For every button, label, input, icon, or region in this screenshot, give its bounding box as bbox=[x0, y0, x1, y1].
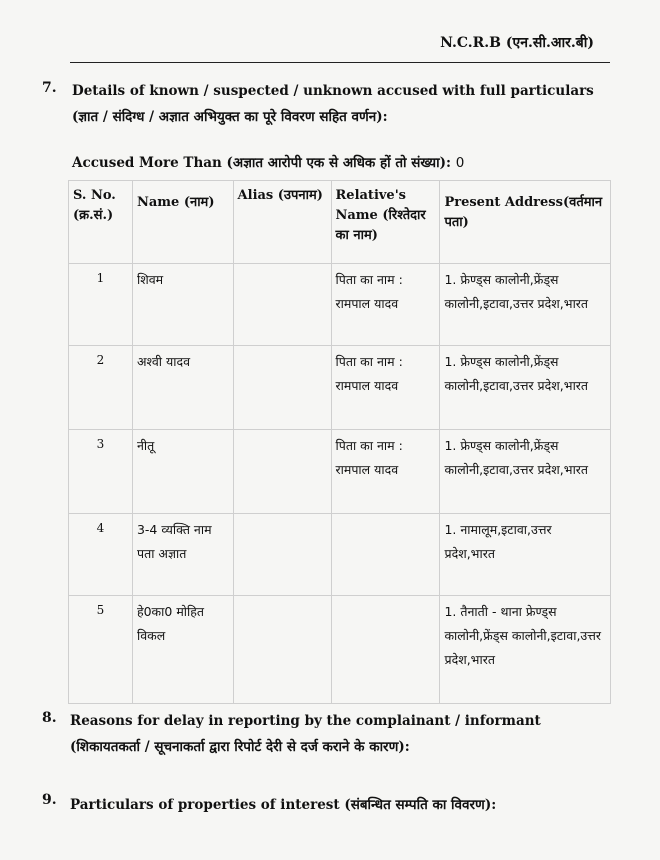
table-row bbox=[69, 346, 611, 430]
table-row bbox=[69, 430, 611, 514]
col-address-header: Present Address(वर्तमान पता) bbox=[440, 181, 611, 264]
cell-address: 1. तैनाती - थाना फ्रेण्ड्स कालोनी,फ्रेंड्स कालोनी,इटावा,उत्तर प्रदेश,भारत bbox=[440, 596, 611, 704]
section-9-number: 9. bbox=[42, 792, 57, 808]
cell-alias bbox=[233, 430, 331, 514]
cell-alias bbox=[233, 514, 331, 596]
cell-address: 1. फ्रेण्ड्स कालोनी,फ्रेंड्स कालोनी,इटावा,उत्तर प्रदेश,भारत bbox=[440, 430, 611, 514]
col-name-header: Name (नाम) bbox=[132, 181, 233, 264]
cell-name: शिवम bbox=[132, 264, 233, 346]
section-7-title: Details of known / suspected / unknown accused with full particulars (ज्ञात / संदिग्ध / अज्ञात अभियुक्त का पूरे विवरण सहित वर्णन): bbox=[72, 83, 594, 125]
table-row bbox=[69, 596, 611, 704]
cell-name: 3-4 व्यक्ति नाम पता अज्ञात bbox=[132, 514, 233, 596]
col-sno-header: S. No. (क्र.सं.) bbox=[69, 181, 133, 264]
cell-address: 1. नामालूम,इटावा,उत्तर प्रदेश,भारत bbox=[440, 514, 611, 596]
cell-address: 1. फ्रेण्ड्स कालोनी,फ्रेंड्स कालोनी,इटावा,उत्तर प्रदेश,भारत bbox=[440, 346, 611, 430]
col-alias-header: Alias (उपनाम) bbox=[233, 181, 331, 264]
cell-relative: पिता का नाम : रामपाल यादव bbox=[331, 430, 440, 514]
cell-name: हे0का0 मोहित विकल bbox=[132, 596, 233, 704]
table-row bbox=[69, 264, 611, 346]
table-header-row bbox=[69, 181, 611, 264]
header-rule bbox=[70, 62, 610, 63]
cell-alias bbox=[233, 596, 331, 704]
cell-relative: पिता का नाम : रामपाल यादव bbox=[331, 346, 440, 430]
cell-address: 1. फ्रेण्ड्स कालोनी,फ्रेंड्स कालोनी,इटावा,उत्तर प्रदेश,भारत bbox=[440, 264, 611, 346]
cell-alias bbox=[233, 346, 331, 430]
ncrb-header: N.C.R.B (एन.सी.आर.बी) bbox=[440, 35, 594, 51]
accused-more-label: Accused More Than (अज्ञात आरोपी एक से अधिक हों तो संख्या): bbox=[72, 155, 451, 171]
cell-name: अश्वी यादव bbox=[132, 346, 233, 430]
section-8-title: Reasons for delay in reporting by the complainant / informant (शिकायतकर्ता / सूचनाकर्ता द्वारा रिपोर्ट देरी से दर्ज कराने के कारण): bbox=[70, 713, 541, 755]
cell-name: नीतू bbox=[132, 430, 233, 514]
section-7-number: 7. bbox=[42, 80, 57, 96]
cell-sno: 2 bbox=[69, 346, 133, 430]
accused-table bbox=[68, 180, 611, 704]
cell-relative: पिता का नाम : रामपाल यादव bbox=[331, 264, 440, 346]
cell-relative bbox=[331, 596, 440, 704]
cell-alias bbox=[233, 264, 331, 346]
cell-sno: 3 bbox=[69, 430, 133, 514]
cell-sno: 1 bbox=[69, 264, 133, 346]
accused-more-value: 0 bbox=[455, 155, 465, 171]
section-8-number: 8. bbox=[42, 710, 57, 726]
section-9-title: Particulars of properties of interest (संबन्धित सम्पति का विवरण): bbox=[70, 797, 497, 813]
cell-sno: 4 bbox=[69, 514, 133, 596]
col-relative-header: Relative's Name (रिश्तेदार का नाम) bbox=[331, 181, 440, 264]
cell-sno: 5 bbox=[69, 596, 133, 704]
cell-relative bbox=[331, 514, 440, 596]
table-row bbox=[69, 514, 611, 596]
accused-more-than bbox=[72, 153, 464, 171]
